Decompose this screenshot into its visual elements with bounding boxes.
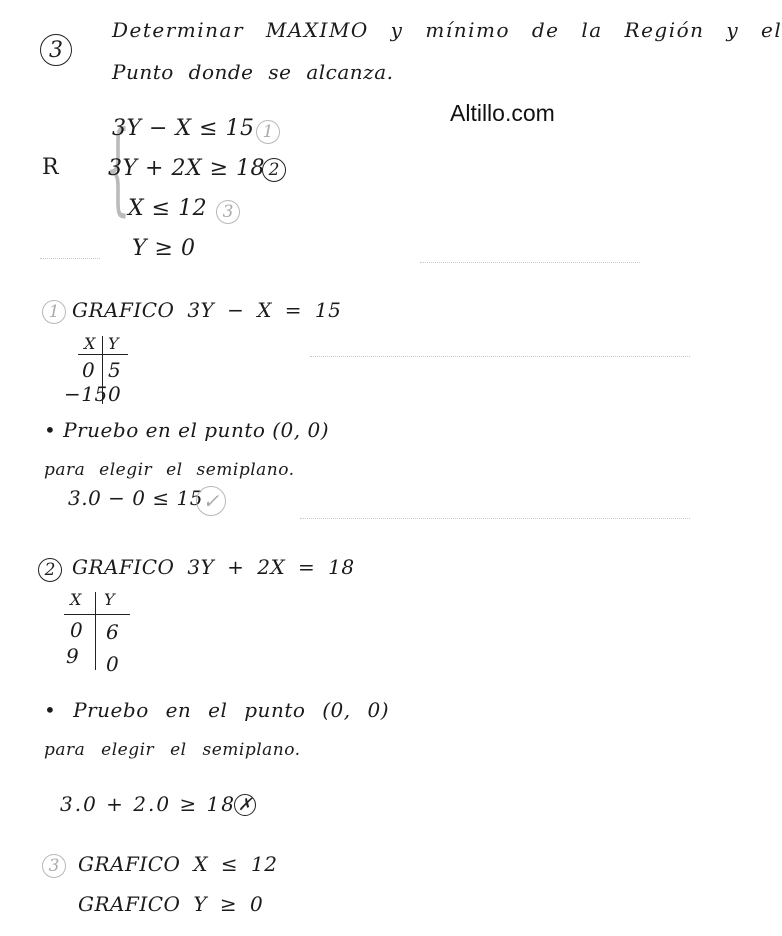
section-1-tag: 1 [42, 300, 66, 324]
table-2-row-1-x: 0 [70, 618, 84, 642]
section-1-check: 3.0 − 0 ≤ 15 [68, 486, 203, 510]
watermark-logo: Altillo.com [450, 100, 555, 126]
inequality-1: 3Y − X ≤ 15 [112, 116, 255, 141]
problem-number-circle [40, 34, 72, 66]
section-2-test-point: • Pruebo en el punto (0, 0) [44, 698, 390, 722]
scan-dust-line [40, 258, 100, 260]
section-1-title: GRAFICO 3Y − X = 15 [72, 298, 342, 322]
inequality-3-tag: 3 [216, 200, 240, 224]
section-2-tag: 2 [38, 558, 62, 582]
table-2-vline [95, 592, 96, 670]
table-1-header-y: Y [108, 334, 120, 353]
inequality-2-tag: 2 [262, 158, 286, 182]
scan-dust-line [420, 262, 640, 264]
inequality-4: Y ≥ 0 [132, 236, 196, 261]
table-1-hline [78, 354, 128, 355]
section-2-half-plane: para elegir el semiplano. [44, 740, 301, 760]
region-label: R [42, 155, 60, 180]
table-2-row-2-x: 9 [66, 644, 80, 668]
section-3-tag: 3 [42, 854, 66, 878]
table-1-row-1-x: 0 [82, 358, 96, 382]
table-2-row-1-y: 6 [106, 620, 120, 644]
inequality-1-tag: 1 [256, 120, 280, 144]
cross-mark-icon: ✗ [234, 794, 256, 816]
table-1-header-x: X [84, 334, 96, 353]
table-1-row-2-y: 0 [108, 382, 122, 406]
table-2-row-2-y: 0 [106, 652, 120, 676]
section-2-check: 3.0 + 2.0 ≥ 18 [60, 792, 237, 816]
table-2-hline [64, 614, 130, 615]
section-2-title: GRAFICO 3Y + 2X = 18 [72, 555, 355, 579]
scan-dust-line [300, 518, 690, 520]
table-1-row-1-y: 5 [108, 358, 122, 382]
section-4-title: GRAFICO Y ≥ 0 [78, 892, 264, 916]
inequality-2: 3Y + 2X ≥ 18 [108, 156, 266, 181]
table-1-row-2-x: −15 [64, 382, 108, 406]
scan-dust-line [310, 356, 690, 358]
section-1-half-plane: para elegir el semiplano. [44, 460, 295, 480]
table-2-header-y: Y [104, 590, 116, 609]
section-1-test-point: • Pruebo en el punto (0, 0) [44, 418, 330, 442]
problem-number: 3 [49, 37, 63, 63]
header-line-1: Determinar MAXIMO y mínimo de la Región y el [112, 18, 782, 42]
table-2-header-x: X [70, 590, 82, 609]
brace-icon: { [105, 109, 131, 226]
inequality-3: X ≤ 12 [128, 196, 208, 221]
check-mark-icon: ✓ [196, 486, 226, 516]
section-3-title: GRAFICO X ≤ 12 [78, 852, 278, 876]
header-line-2: Punto donde se alcanza. [112, 60, 394, 84]
